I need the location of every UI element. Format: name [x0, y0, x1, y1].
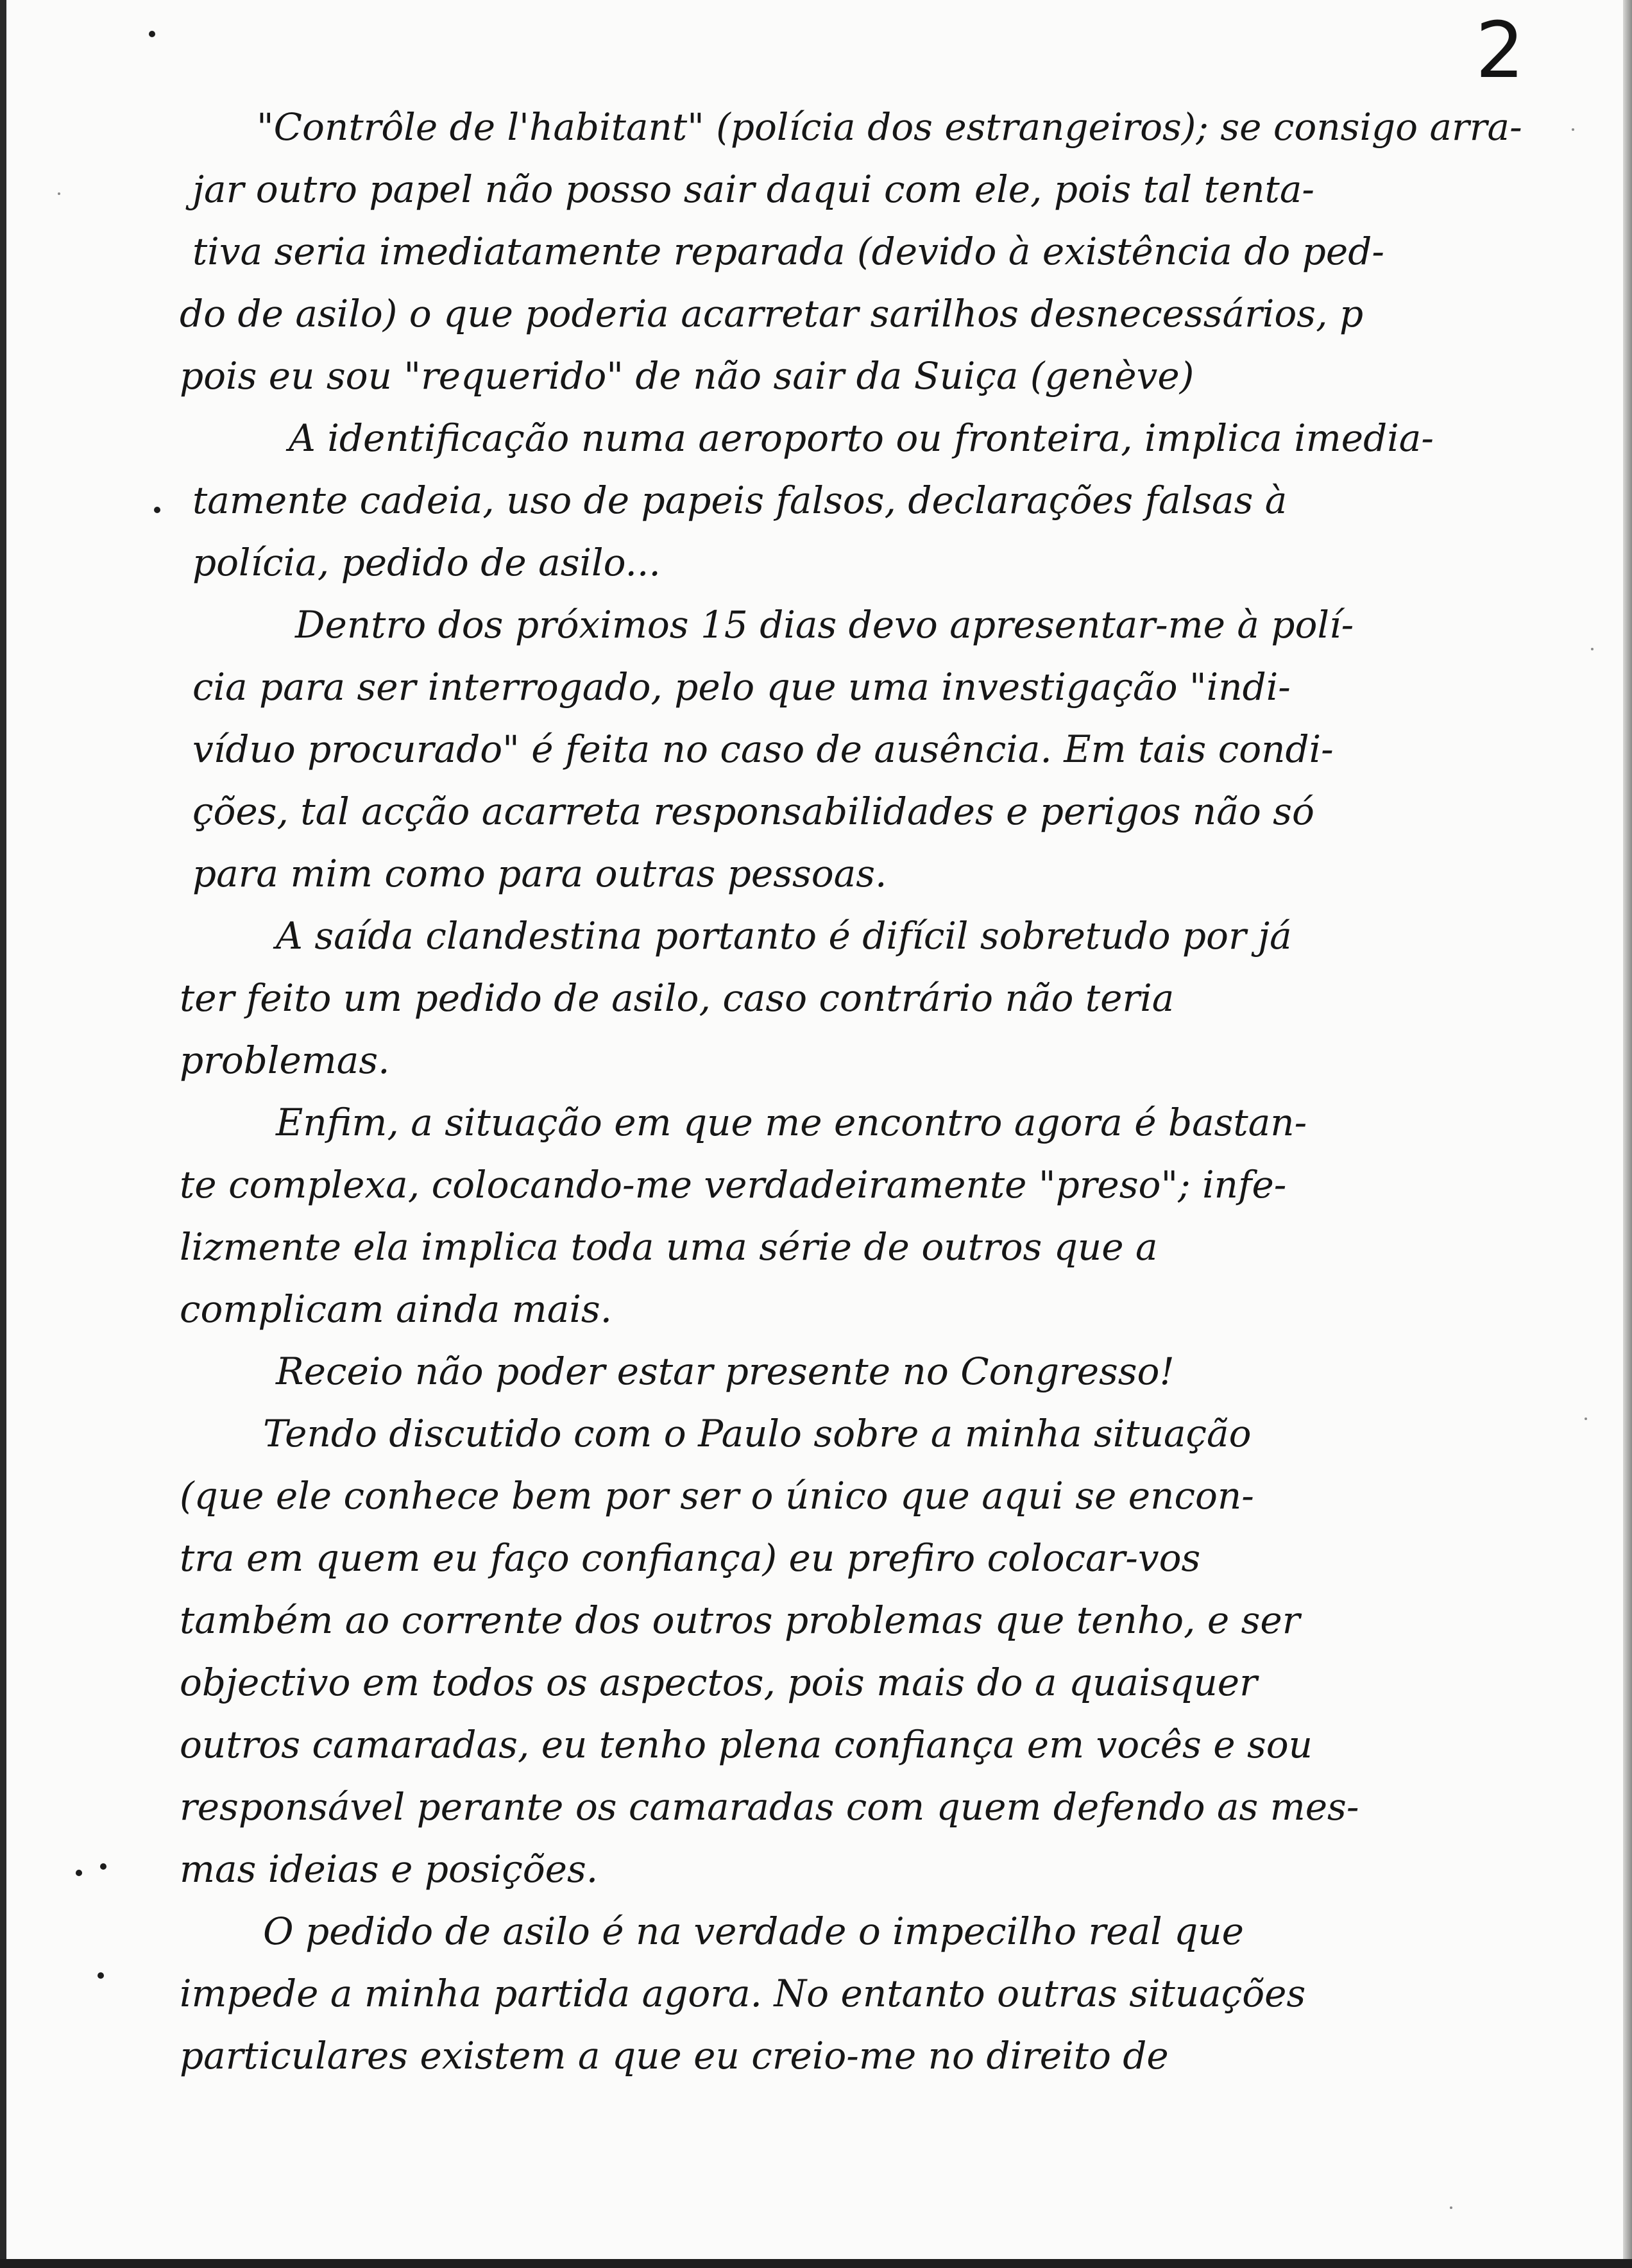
text-line: cia para ser interrogado, pelo que uma investigação "indi- — [192, 665, 1291, 709]
text-line: O pedido de asilo é na verdade o impecilho real que — [263, 1909, 1244, 1953]
text-line: também ao corrente dos outros problemas que tenho, e ser — [180, 1598, 1300, 1642]
margin-dot — [98, 1972, 104, 1979]
text-line: "Contrôle de l'habitant" (polícia dos estrangeiros); se consigo arra- — [257, 105, 1522, 149]
text-line: A saída clandestina portanto é difícil sobretudo por já — [276, 914, 1292, 958]
text-line: Dentro dos próximos 15 dias devo apresentar-me à polí- — [295, 603, 1354, 647]
text-line: complicam ainda mais. — [180, 1287, 613, 1331]
text-line: mas ideias e posições. — [180, 1847, 599, 1891]
text-line: do de asilo) o que poderia acarretar sarilhos desnecessários, p — [180, 292, 1364, 335]
scan-speck — [1450, 2206, 1452, 2209]
scan-speck — [58, 192, 60, 195]
text-line: jar outro papel não posso sair daqui com ele, pois tal tenta- — [192, 167, 1315, 211]
text-line: objectivo em todos os aspectos, pois mais do a quaisquer — [180, 1661, 1257, 1704]
text-line: víduo procurado" é feita no caso de ausência. Em tais condi- — [192, 727, 1334, 771]
letter-text — [167, 96, 1604, 2087]
text-line: tiva seria imediatamente reparada (devido à existência do ped- — [192, 230, 1384, 273]
margin-dot — [76, 1870, 82, 1876]
text-line: polícia, pedido de asilo... — [192, 541, 661, 584]
text-line: outros camaradas, eu tenho plena confiança em vocês e sou — [180, 1723, 1313, 1766]
text-line: ter feito um pedido de asilo, caso contrário não teria — [180, 976, 1175, 1020]
text-line: (que ele conhece bem por ser o único que aqui se encon- — [180, 1474, 1254, 1518]
text-line: pois eu sou "requerido" de não sair da Suiça (genève) — [180, 354, 1194, 398]
text-line: particulares existem a que eu creio-me no direito de — [180, 2034, 1169, 2078]
scan-edge-right — [1623, 0, 1632, 2268]
text-line: te complexa, colocando-me verdadeiramente "preso"; infe- — [180, 1163, 1287, 1206]
text-line: responsável perante os camaradas com quem defendo as mes- — [180, 1785, 1359, 1829]
text-line: Receio não poder estar presente no Congresso! — [276, 1350, 1175, 1393]
scan-edge-left — [0, 0, 6, 2268]
text-line: Tendo discutido com o Paulo sobre a minha situação — [263, 1412, 1252, 1455]
margin-dot — [149, 31, 155, 37]
margin-dot — [100, 1863, 106, 1870]
text-line: tra em quem eu faço confiança) eu prefiro colocar-vos — [180, 1536, 1201, 1580]
text-line: Enfim, a situação em que me encontro agora é bastan- — [276, 1101, 1307, 1144]
text-line: lizmente ela implica toda uma série de outros que a — [180, 1225, 1158, 1269]
text-line: ções, tal acção acarreta responsabilidades e perigos não só — [192, 790, 1314, 833]
scan-edge-bottom — [0, 2259, 1632, 2268]
margin-dot — [154, 507, 160, 513]
text-line: tamente cadeia, uso de papeis falsos, declarações falsas à — [192, 478, 1288, 522]
text-line: problemas. — [180, 1038, 390, 1082]
text-line: A identificação numa aeroporto ou fronteira, implica imedia- — [289, 416, 1434, 460]
text-line: impede a minha partida agora. No entanto outras situações — [180, 1972, 1306, 2015]
page-number: 2 — [1475, 6, 1525, 96]
text-line: para mim como para outras pessoas. — [192, 852, 887, 895]
